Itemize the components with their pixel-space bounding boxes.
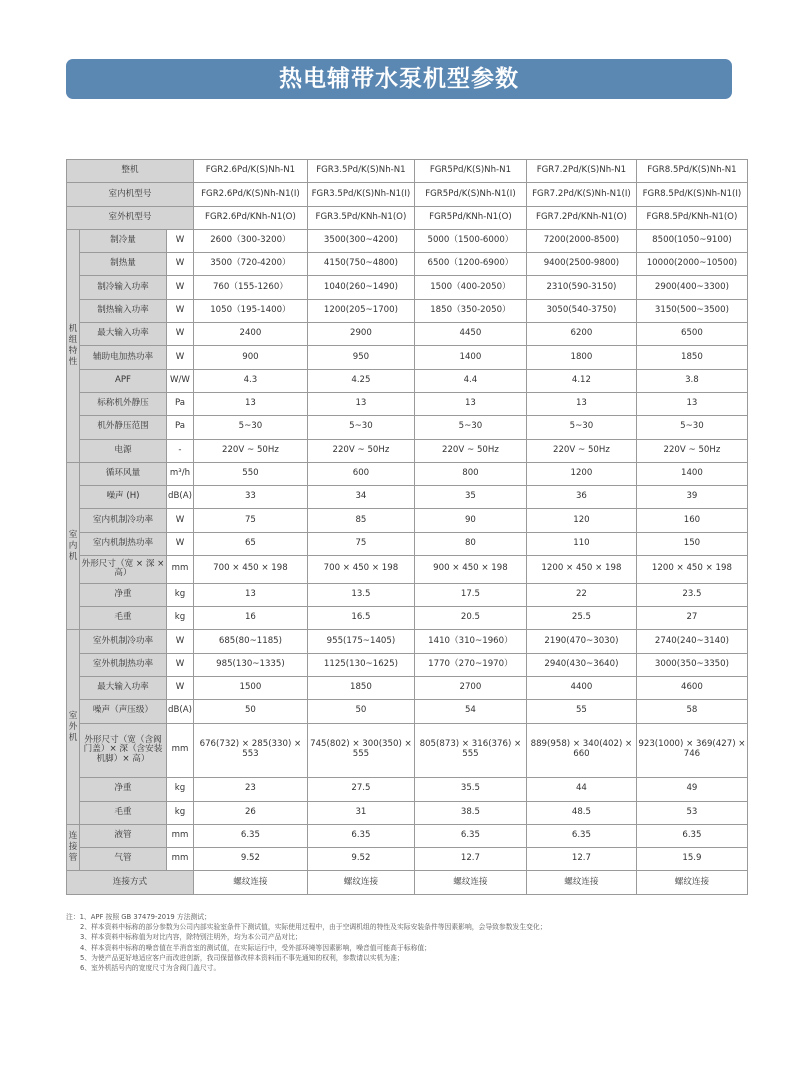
spec-row [67,532,748,555]
value-cell: 53 [636,801,747,824]
value-cell: 50 [307,700,414,723]
value-cell: 220V ~ 50Hz [526,439,636,462]
value-cell: 90 [414,509,526,532]
value-cell: 螺纹连接 [414,871,526,894]
group-label-char: 内 [68,540,78,551]
value-cell: 80 [414,532,526,555]
model-cell: FGR5Pd/K(S)Nh-N1(I) [414,183,526,206]
value-cell: 6500（1200-6900） [414,253,526,276]
row-label: 最大输入功率 [80,676,167,699]
value-cell: 900 × 450 × 198 [414,556,526,584]
value-cell: 55 [526,700,636,723]
group-label [67,824,80,871]
value-cell: 1050（195-1400） [193,299,307,322]
value-cell: 65 [193,532,307,555]
model-cell: FGR3.5Pd/K(S)Nh-N1(I) [307,183,414,206]
value-cell: 2700 [414,676,526,699]
value-cell: 35 [414,486,526,509]
value-cell: 85 [307,509,414,532]
value-cell: 25.5 [526,607,636,630]
value-cell: 39 [636,486,747,509]
spec-row [67,848,748,871]
row-label: 制冷输入功率 [80,276,167,299]
value-cell: 4400 [526,676,636,699]
value-cell: 31 [307,801,414,824]
note-line: 5、为使产品更好地适应客户而改进创新，我司保留修改样本资料而不事先通知的权利，参数请以实机为准； [80,953,404,962]
value-cell: 220V ~ 50Hz [307,439,414,462]
spec-row [67,653,748,676]
value-cell: 58 [636,700,747,723]
value-cell: 54 [414,700,526,723]
value-cell: 1850（350-2050） [414,299,526,322]
spec-row [67,416,748,439]
value-cell: 4.12 [526,369,636,392]
value-cell: 螺纹连接 [636,871,747,894]
row-label: 室外机制冷功率 [80,630,167,653]
spec-row [67,369,748,392]
value-cell: 5~30 [636,416,747,439]
row-label: 室内机制热功率 [80,532,167,555]
value-cell: 1800 [526,346,636,369]
model-row [67,160,748,183]
value-cell: 160 [636,509,747,532]
spec-row [67,323,748,346]
value-cell: 13 [526,392,636,415]
unit-cell: kg [167,801,194,824]
row-label: 电源 [80,439,167,462]
row-label: 室外机型号 [67,206,194,229]
value-cell: 22 [526,583,636,606]
value-cell: 985(130~1335) [193,653,307,676]
spec-row [67,299,748,322]
value-cell: 4450 [414,323,526,346]
group-label-char: 外 [68,721,78,732]
value-cell: 23.5 [636,583,747,606]
value-cell: 1500（400-2050） [414,276,526,299]
value-cell: 2900 [307,323,414,346]
value-cell: 4600 [636,676,747,699]
spec-row [67,276,748,299]
value-cell: 685(80~1185) [193,630,307,653]
spec-row [67,462,748,485]
value-cell: 745(802) × 300(350) × 555 [307,723,414,778]
unit-cell: mm [167,848,194,871]
unit-cell: mm [167,556,194,584]
value-cell: 110 [526,532,636,555]
unit-cell: W [167,299,194,322]
row-label: 整机 [67,160,194,183]
value-cell: 34 [307,486,414,509]
note-line: 6、室外机括号内的宽度尺寸为含阀门盖尺寸。 [80,964,221,973]
row-label: 室内机制冷功率 [80,509,167,532]
value-cell: 9.52 [307,848,414,871]
value-cell: 3500(300~4200) [307,229,414,252]
unit-cell: W [167,253,194,276]
row-label: 噪声（声压级） [80,700,167,723]
value-cell: 2740(240~3140) [636,630,747,653]
value-cell: 12.7 [526,848,636,871]
spec-row [67,824,748,847]
value-cell: 3.8 [636,369,747,392]
value-cell: 6.35 [307,824,414,847]
unit-cell: kg [167,778,194,801]
spec-row [67,509,748,532]
value-cell: 13 [307,392,414,415]
model-cell: FGR5Pd/KNh-N1(O) [414,206,526,229]
row-label: 循环风量 [80,462,167,485]
model-row [67,183,748,206]
value-cell: 1400 [414,346,526,369]
value-cell: 6.35 [414,824,526,847]
value-cell: 1200 [526,462,636,485]
value-cell: 6.35 [526,824,636,847]
row-label: 连接方式 [67,871,194,894]
row-label: 气管 [80,848,167,871]
group-label-char: 特 [68,345,78,356]
spec-row [67,700,748,723]
spec-table [66,159,748,895]
row-label: 液管 [80,824,167,847]
value-cell: 23 [193,778,307,801]
unit-cell: W [167,653,194,676]
value-cell: 889(958) × 340(402) × 660 [526,723,636,778]
unit-cell: W [167,676,194,699]
value-cell: 9400(2500-9800) [526,253,636,276]
value-cell: 44 [526,778,636,801]
spec-row [67,346,748,369]
value-cell: 螺纹连接 [307,871,414,894]
model-cell: FGR2.6Pd/K(S)Nh-N1(I) [193,183,307,206]
value-cell: 150 [636,532,747,555]
value-cell: 15.9 [636,848,747,871]
unit-cell: Pa [167,392,194,415]
row-label: 辅助电加热功率 [80,346,167,369]
value-cell: 8500(1050~9100) [636,229,747,252]
unit-cell: W [167,346,194,369]
model-cell: FGR3.5Pd/K(S)Nh-N1 [307,160,414,183]
row-label: 制冷量 [80,229,167,252]
value-cell: 6.35 [193,824,307,847]
unit-cell: W [167,323,194,346]
value-cell: 1125(130~1625) [307,653,414,676]
model-cell: FGR7.2Pd/K(S)Nh-N1 [526,160,636,183]
value-cell: 1500 [193,676,307,699]
value-cell: 48.5 [526,801,636,824]
group-label-char: 性 [68,356,78,367]
unit-cell: kg [167,583,194,606]
unit-cell: dB(A) [167,700,194,723]
value-cell: 950 [307,346,414,369]
value-cell: 220V ~ 50Hz [636,439,747,462]
value-cell: 2600（300-3200） [193,229,307,252]
row-label: APF [80,369,167,392]
value-cell: 800 [414,462,526,485]
value-cell: 5~30 [526,416,636,439]
value-cell: 17.5 [414,583,526,606]
row-label: 室内机型号 [67,183,194,206]
page-title: 热电辅带水泵机型参数 [66,59,732,99]
group-label [67,630,80,824]
row-label: 制热量 [80,253,167,276]
value-cell: 600 [307,462,414,485]
value-cell: 1200 × 450 × 198 [526,556,636,584]
value-cell: 4.3 [193,369,307,392]
value-cell: 6200 [526,323,636,346]
footnotes [66,912,746,973]
value-cell: 16.5 [307,607,414,630]
model-cell: FGR2.6Pd/K(S)Nh-N1 [193,160,307,183]
spec-row [67,583,748,606]
row-label: 毛重 [80,801,167,824]
spec-row [67,778,748,801]
value-cell: 760（155-1260） [193,276,307,299]
value-cell: 1400 [636,462,747,485]
value-cell: 3500（720-4200） [193,253,307,276]
model-cell: FGR7.2Pd/K(S)Nh-N1(I) [526,183,636,206]
spec-row [67,253,748,276]
unit-cell: Pa [167,416,194,439]
row-label: 毛重 [80,607,167,630]
model-cell: FGR8.5Pd/K(S)Nh-N1(I) [636,183,747,206]
value-cell: 1770（270~1970） [414,653,526,676]
spec-row [67,801,748,824]
spec-row [67,392,748,415]
value-cell: 38.5 [414,801,526,824]
value-cell: 50 [193,700,307,723]
row-label: 机外静压范围 [80,416,167,439]
unit-cell: - [167,439,194,462]
model-row [67,206,748,229]
group-label [67,229,80,462]
row-label: 最大输入功率 [80,323,167,346]
value-cell: 13 [193,583,307,606]
unit-cell: kg [167,607,194,630]
spec-row [67,723,748,778]
value-cell: 36 [526,486,636,509]
connection-row [67,871,748,894]
row-label: 净重 [80,778,167,801]
value-cell: 7200(2000-8500) [526,229,636,252]
value-cell: 4150(750~4800) [307,253,414,276]
value-cell: 5000（1500-6000） [414,229,526,252]
unit-cell: m³/h [167,462,194,485]
value-cell: 2900(400~3300) [636,276,747,299]
value-cell: 9.52 [193,848,307,871]
value-cell: 900 [193,346,307,369]
value-cell: 1850 [307,676,414,699]
value-cell: 4.25 [307,369,414,392]
model-cell: FGR8.5Pd/KNh-N1(O) [636,206,747,229]
model-cell: FGR3.5Pd/KNh-N1(O) [307,206,414,229]
value-cell: 75 [193,509,307,532]
row-label: 标称机外静压 [80,392,167,415]
value-cell: 4.4 [414,369,526,392]
group-label-char: 室 [68,710,78,721]
value-cell: 220V ~ 50Hz [414,439,526,462]
value-cell: 6500 [636,323,747,346]
value-cell: 1200 × 450 × 198 [636,556,747,584]
group-label-char: 机 [68,323,78,334]
value-cell: 33 [193,486,307,509]
value-cell: 26 [193,801,307,824]
note-line: 2、样本资料中标称的部分参数为公司内部实验室条件下测试值，实际使用过程中，由于空调机组的特性及实际安装条件等因素影响，会导致参数发生变化； [80,923,547,932]
row-label: 室外机制热功率 [80,653,167,676]
group-label-char: 连 [68,831,78,842]
value-cell: 955(175~1405) [307,630,414,653]
value-cell: 5~30 [307,416,414,439]
model-cell: FGR7.2Pd/KNh-N1(O) [526,206,636,229]
row-label: 制热输入功率 [80,299,167,322]
value-cell: 700 × 450 × 198 [307,556,414,584]
value-cell: 5~30 [414,416,526,439]
value-cell: 700 × 450 × 198 [193,556,307,584]
model-cell: FGR5Pd/K(S)Nh-N1 [414,160,526,183]
unit-cell: W/W [167,369,194,392]
value-cell: 10000(2000~10500) [636,253,747,276]
value-cell: 1200(205~1700) [307,299,414,322]
value-cell: 923(1000) × 369(427) × 746 [636,723,747,778]
value-cell: 220V ~ 50Hz [193,439,307,462]
row-label: 外形尺寸（宽 × 深 × 高） [80,556,167,584]
unit-cell: W [167,630,194,653]
value-cell: 27 [636,607,747,630]
model-cell: FGR8.5Pd/K(S)Nh-N1 [636,160,747,183]
value-cell: 13 [636,392,747,415]
value-cell: 120 [526,509,636,532]
note-line: 3、样本资料中标称值为对比内容，除特别注明外，均为本公司产品对比； [80,933,302,942]
group-label-char: 组 [68,334,78,345]
spec-row [67,630,748,653]
value-cell: 1850 [636,346,747,369]
value-cell: 2400 [193,323,307,346]
unit-cell: W [167,532,194,555]
value-cell: 16 [193,607,307,630]
value-cell: 13 [193,392,307,415]
value-cell: 6.35 [636,824,747,847]
value-cell: 2940(430~3640) [526,653,636,676]
group-label-char: 管 [68,853,78,864]
spec-row [67,229,748,252]
value-cell: 螺纹连接 [526,871,636,894]
value-cell: 676(732) × 285(330) × 553 [193,723,307,778]
value-cell: 35.5 [414,778,526,801]
model-cell: FGR2.6Pd/KNh-N1(O) [193,206,307,229]
unit-cell: W [167,229,194,252]
value-cell: 20.5 [414,607,526,630]
unit-cell: mm [167,723,194,778]
value-cell: 5~30 [193,416,307,439]
group-label-char: 接 [68,842,78,853]
value-cell: 12.7 [414,848,526,871]
group-label-char: 机 [68,551,78,562]
value-cell: 550 [193,462,307,485]
value-cell: 27.5 [307,778,414,801]
row-label: 噪声 (H) [80,486,167,509]
value-cell: 75 [307,532,414,555]
value-cell: 13.5 [307,583,414,606]
unit-cell: W [167,509,194,532]
value-cell: 805(873) × 316(376) × 555 [414,723,526,778]
spec-row [67,607,748,630]
note-line: 4、样本资料中标称的噪音值在半消音室的测试值，在实际运行中，受外部环境等因素影响，噪音值可能高于标称值； [80,943,431,952]
spec-row [67,556,748,584]
unit-cell: mm [167,824,194,847]
value-cell: 螺纹连接 [193,871,307,894]
value-cell: 2310(590-3150) [526,276,636,299]
value-cell: 13 [414,392,526,415]
value-cell: 3000(350~3350) [636,653,747,676]
group-label-char: 机 [68,732,78,743]
value-cell: 3150(500~3500) [636,299,747,322]
unit-cell: dB(A) [167,486,194,509]
value-cell: 1410（310~1960） [414,630,526,653]
row-label: 净重 [80,583,167,606]
group-label-char: 室 [68,529,78,540]
spec-row [67,439,748,462]
row-label: 外形尺寸（宽（含阀门盖）× 深（含安装机脚）× 高） [80,723,167,778]
value-cell: 3050(540-3750) [526,299,636,322]
value-cell: 49 [636,778,747,801]
spec-row [67,486,748,509]
unit-cell: W [167,276,194,299]
spec-row [67,676,748,699]
group-label [67,462,80,629]
value-cell: 1040(260~1490) [307,276,414,299]
value-cell: 2190(470~3030) [526,630,636,653]
note-line: 注：1、APF 按照 GB 37479-2019 方法测试； [66,913,211,921]
